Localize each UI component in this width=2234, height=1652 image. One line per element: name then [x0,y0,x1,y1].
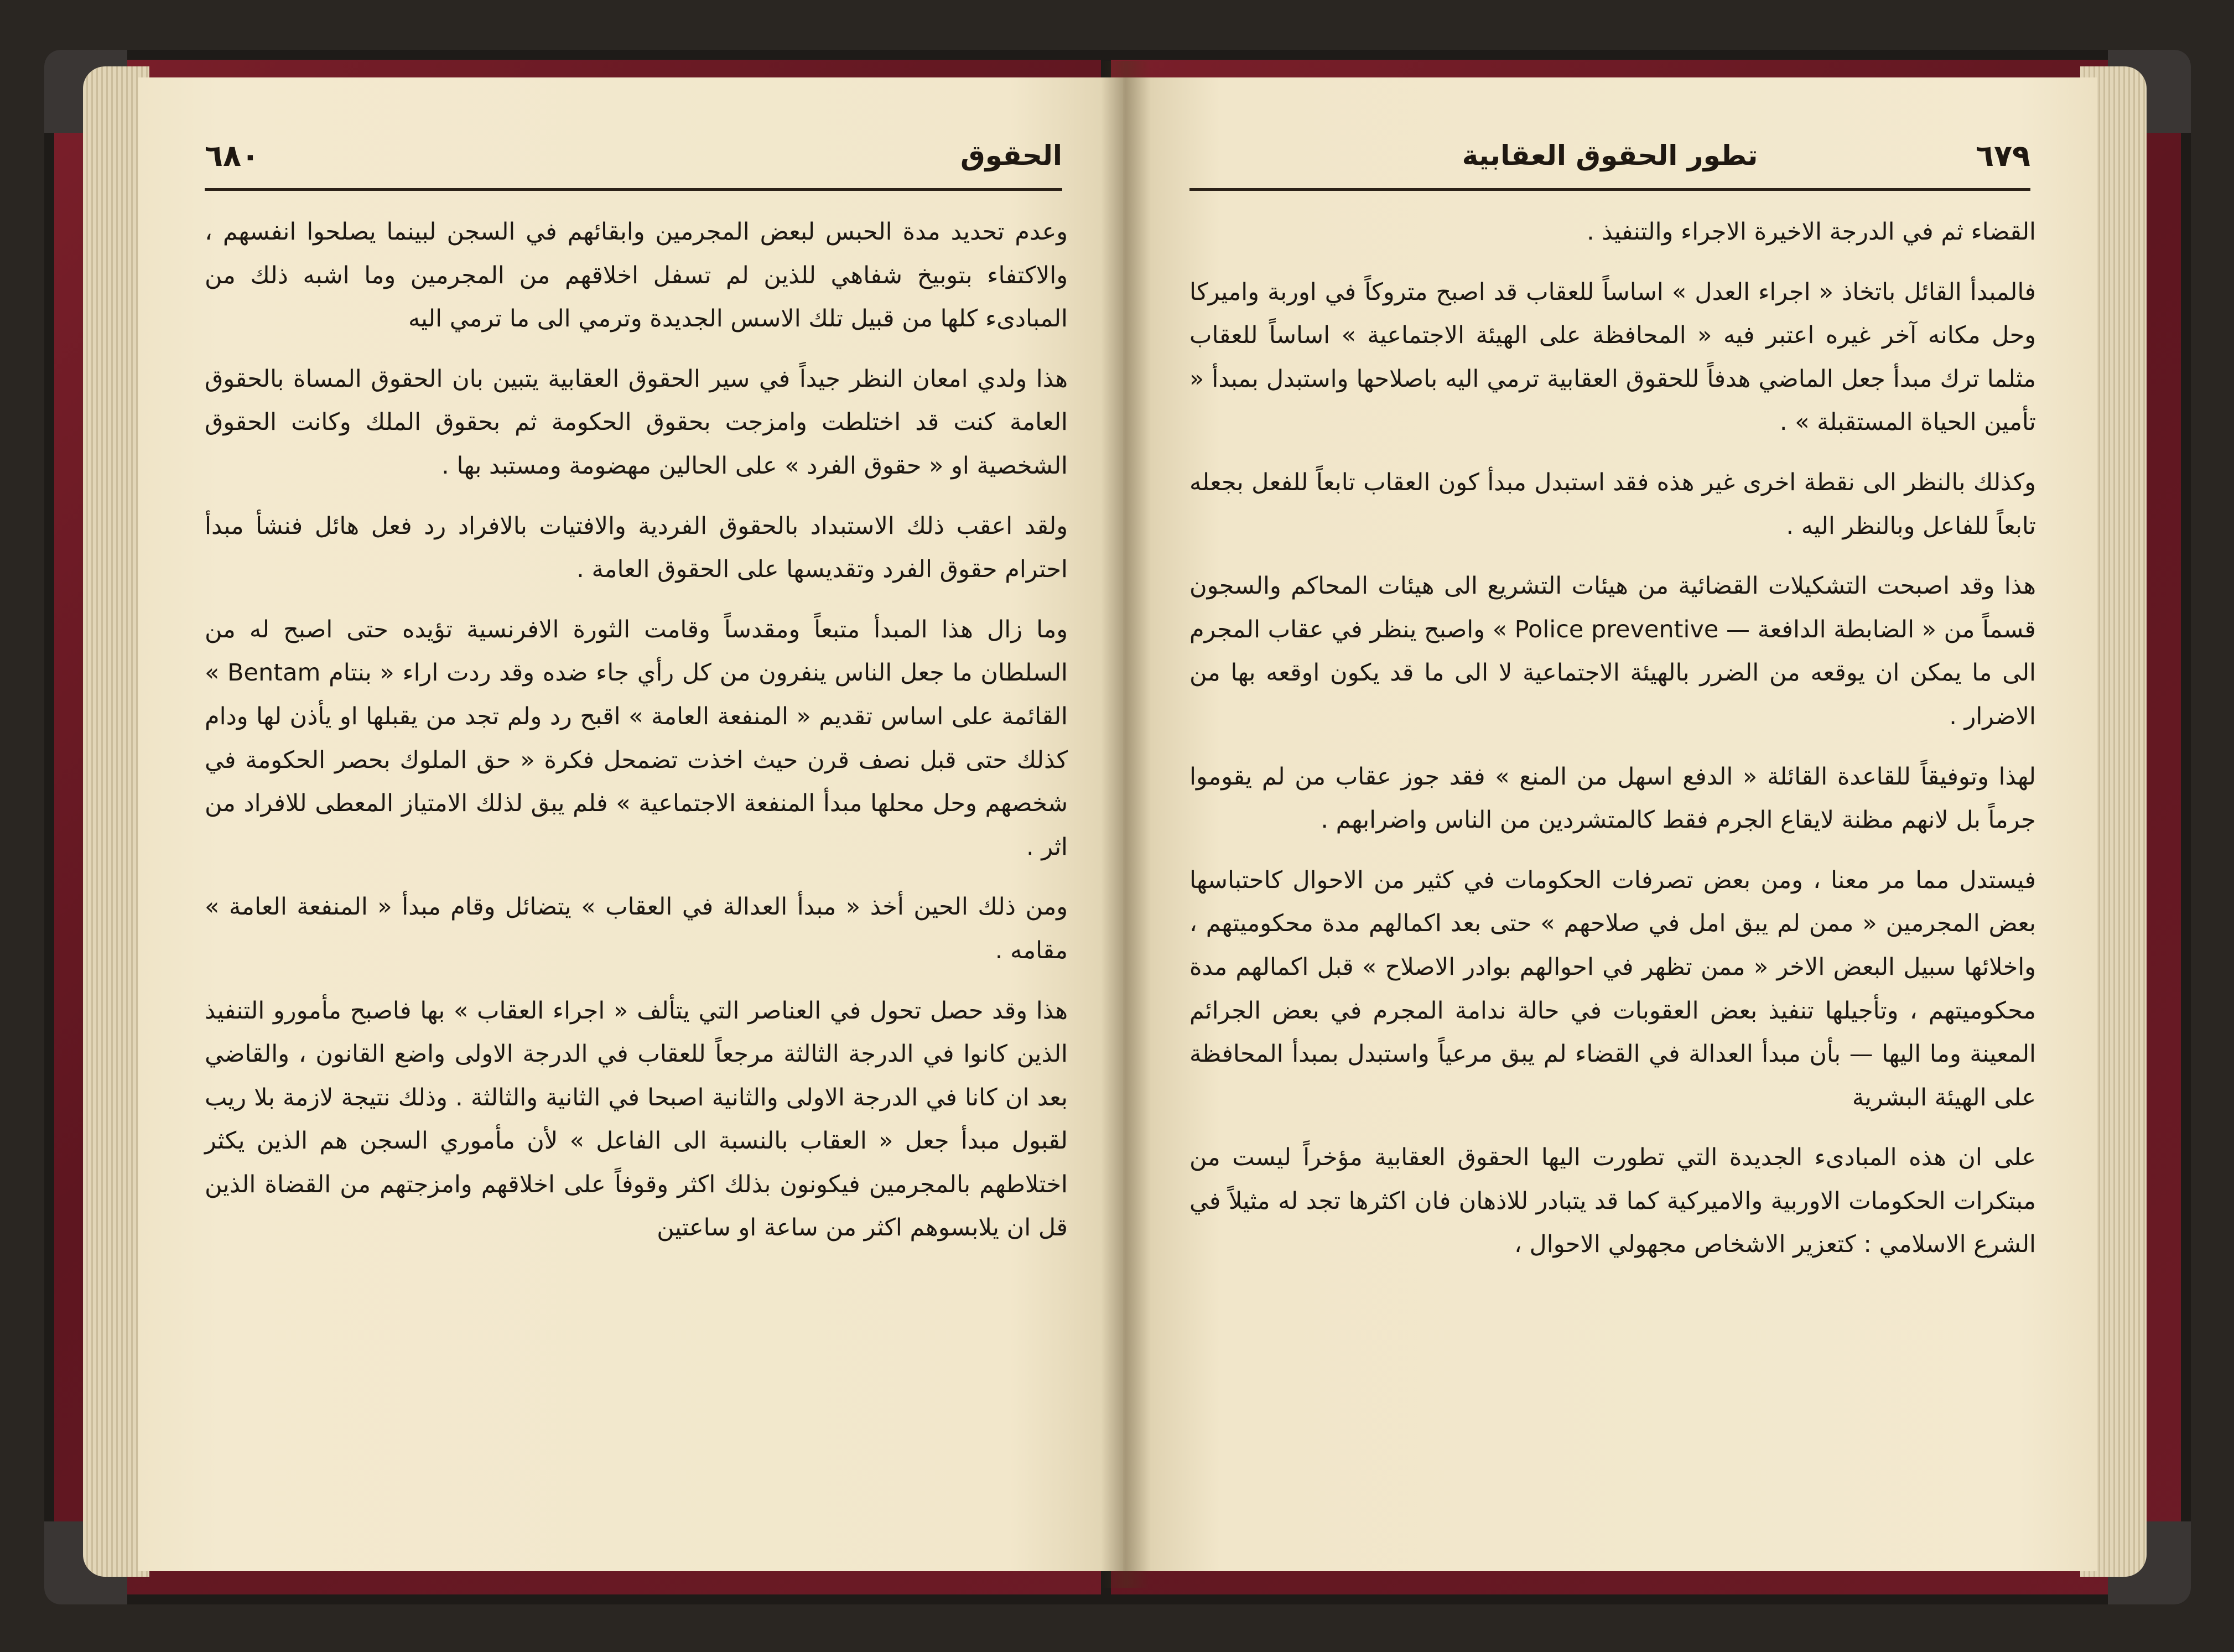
paragraph: هذا ولدي امعان النظر جيداً في سير الحقوق العقابية يتبين بان الحقوق المساة بالحقوق العامة كنت قد اختلطت وامزجت بحقوق الحكومة ثم بحقوق الملك وكانت الحقوق الشخصية او « حقوق الفرد » على الحالين مهضومة ومستبد بها . [205,365,1068,480]
paragraph: لهذا وتوفيقاً للقاعدة القائلة « الدفع اسهل من المنع » فقد جوز عقاب من لم يقوموا جرماً بل لانهم مظنة لايقاع الجرم فقط كالمتشردين من الناس واضرابهم . [1189,762,2036,834]
page-body [205,210,1068,1250]
paragraph: ولقد اعقب ذلك الاستبداد بالحقوق الفردية والافتيات بالافراد رد فعل هائل فنشأ مبدأ احترام حقوق الفرد وتقديسها على الحقوق العامة . [205,512,1068,584]
page-number: ٦٧٩ [1976,138,2030,173]
running-title: الحقوق [960,139,1062,172]
running-header [1189,127,2030,191]
right-page [1123,77,2097,1571]
page-body [1189,210,2036,1266]
paragraph: فالمبدأ القائل باتخاذ « اجراء العدل » اساساً للعقاب قد اصبح متروكاً في اوربة واميركا وحل مكانه آخر غيره اعتبر فيه « المحافظة على الهيئة الاجتماعية » اساساً للعقاب مثلما ترك مبدأ جعل الماضي هدفاً للحقوق العقابية ترمي اليه باصلاحها واستبدل بمبدأ « تأمين الحياة المستقبلة » . [1189,278,2036,437]
paragraph: هذا وقد اصبحت التشكيلات القضائية من هيئات التشريع الى هيئات المحاكم والسجون قسماً من « الضابطة الدافعة — Police preventive » واصبح ينظر في عقاب المجرم الى ما يمكن ان يوقعه من الضرر بالهيئة الاجتماعية لا الى ما قد يكون اوقعه بها من الاضرار . [1189,572,2036,730]
book-gutter [1101,61,1151,1588]
left-page [138,77,1129,1571]
running-title: تطور الحقوق العقابية [1462,139,1758,172]
paragraph: القضاء ثم في الدرجة الاخيرة الاجراء والتنفيذ . [1586,218,2036,246]
paragraph: على ان هذه المبادىء الجديدة التي تطورت اليها الحقوق العقابية مؤخراً ليست من مبتكرات الحكومات الاوربية والاميركية كما قد يتبادر للاذهان فان اكثرها تجد له مثيلاً في الشرع الاسلامي : كتعزير الاشخاص مجهولي الاحوال ، [1189,1144,2036,1259]
running-header [205,127,1062,191]
paragraph: ومن ذلك الحين أخذ « مبدأ العدالة في العقاب » يتضائل وقام مبدأ « المنفعة العامة » مقامه . [205,893,1068,964]
paragraph: وعدم تحديد مدة الحبس لبعض المجرمين وابقائهم في السجن لبينما يصلحوا انفسهم ، والاكتفاء بتوبيخ شفاهي للذين لم تسفل اخلاقهم من المجرمين وما اشبه ذلك من المبادىء كلها من قبيل تلك الاسس الجديدة وترمي الى ما ترمي اليه [205,218,1068,333]
paragraph: فيستدل مما مر معنا ، ومن بعض تصرفات الحكومات في كثير من الاحوال كاحتباسها بعض المجرمين « ممن لم يبق امل في صلاحهم » حتى بعد اكمالهم مدة محكوميتهم ، واخلائها سبيل البعض الاخر « ممن تظهر في احوالهم بوادر الاصلاح » قبل اكمالهم مدة محكوميتهم ، وتأجيلها تنفيذ بعض العقوبات في حالة ندامة المجرم في بعض الجرائم المعينة وما اليها — بأن مبدأ العدالة في القضاء لم يبق مرعياً واستبدل بمبدأ المحافظة على الهيئة البشرية [1189,866,2036,1111]
page-number: ٦٨٠ [205,138,259,173]
paragraph: وكذلك بالنظر الى نقطة اخرى غير هذه فقد استبدل مبدأ كون العقاب تابعاً للفعل بجعله تابعاً للفاعل وبالنظر اليه . [1189,468,2036,540]
paragraph: هذا وقد حصل تحول في العناصر التي يتألف « اجراء العقاب » بها فاصبح مأمورو التنفيذ الذين كانوا في الدرجة الثالثة مرجعاً للعقاب في الدرجة الاولى واضع القانون ، والقاضي بعد ان كانا في الدرجة الاولى والثانية اصبحا في الثانية والثالثة . وذلك نتيجة لازمة بلا ريب لقبول مبدأ جعل « العقاب بالنسبة الى الفاعل » لأن مأموري السجن هم الذين يكثر اختلاطهم بالمجرمين فيكونون بذلك اكثر وقوفاً على اخلاقهم وامزجتهم من القضاة الذين قل ان يلابسوهم اكثر من ساعة او ساعتين [205,996,1068,1242]
paragraph: وما زال هذا المبدأ متبعاً ومقدساً وقامت الثورة الافرنسية تؤيده حتى اصبح له من السلطان ما جعل الناس ينفرون من كل رأي جاء ضده وقد ردت اراء « بنتام Bentam » القائمة على اساس تقديم « المنفعة العامة » اقبح رد ولم تجد من يقبلها او يأذن لها ودام كذلك حتى قبل نصف قرن حيث اخذت تضمحل فكرة « حق الملوك بحصر الحكومة في شخصهم وحل محلها مبدأ المنفعة الاجتماعية » فلم يبق لذلك الامتياز المعطى للافراد من اثر . [205,615,1068,861]
